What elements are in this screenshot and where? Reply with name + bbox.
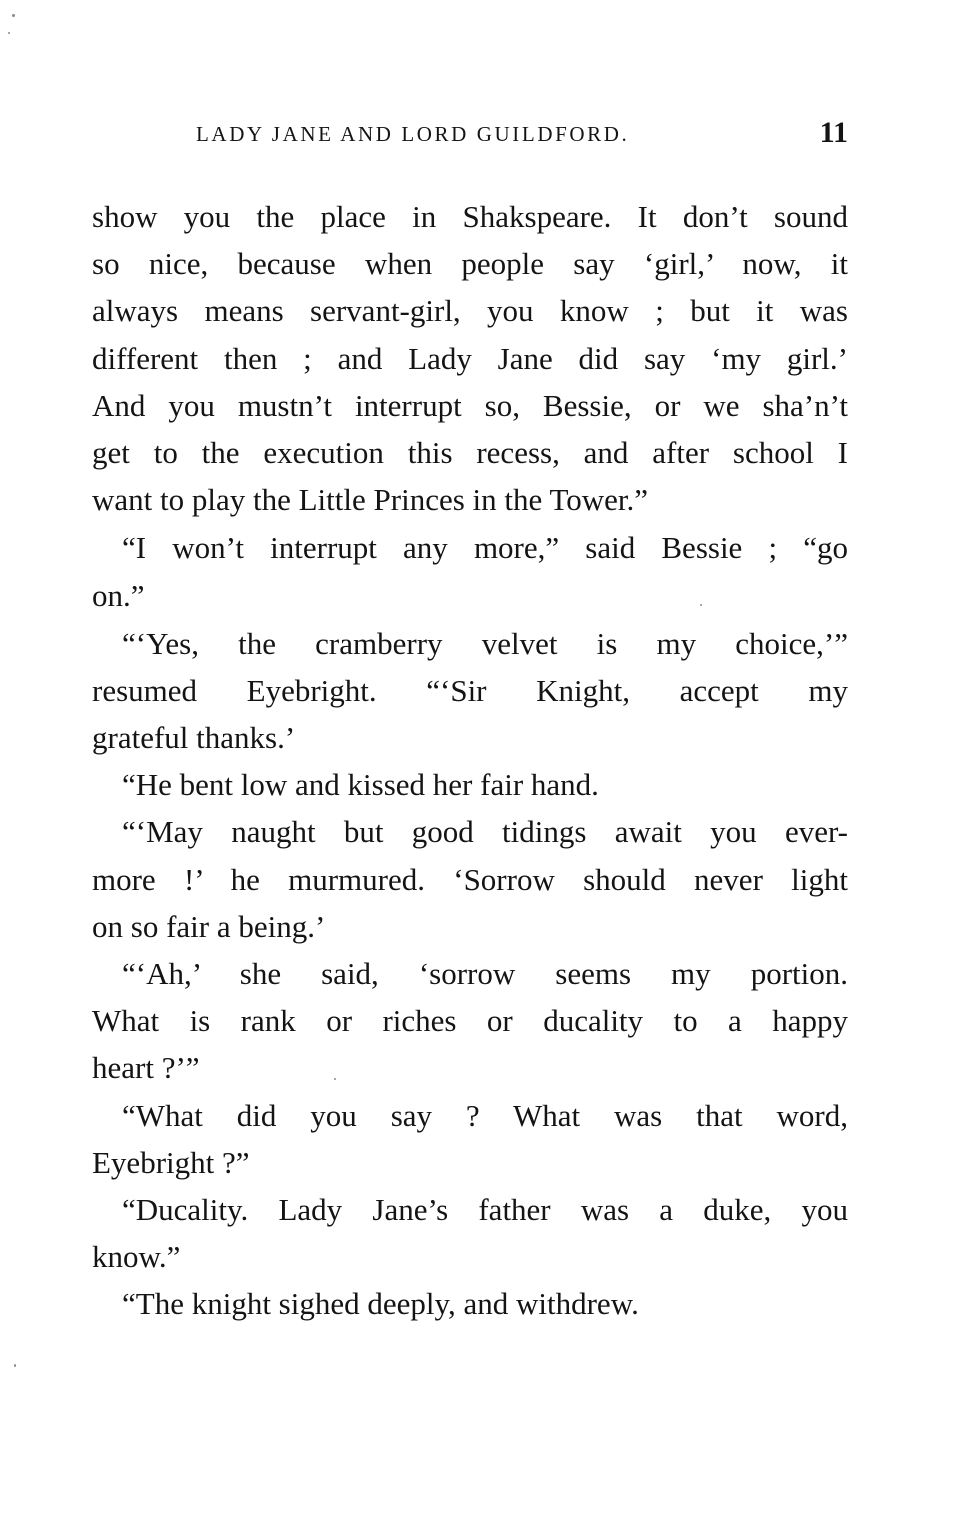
text-line: “The knight sighed deeply, and withdrew. [122, 1286, 639, 1322]
text-line: Eyebright ?” [92, 1144, 250, 1180]
text-line: want to play the Little Princes in the Tower.” [92, 482, 648, 518]
text-line: “Ducality. Lady Jane’s father was a duke, you [122, 1191, 848, 1227]
text-line: more !’ he murmured. ‘Sorrow should never light [92, 861, 848, 897]
text-line: “I won’t interrupt any more,” said Bessie ; “go [122, 530, 848, 566]
text-line: on.” [92, 577, 145, 613]
text-line: show you the place in Shakspeare. It don’t sound [92, 199, 848, 234]
paper-speck [334, 1078, 336, 1080]
text-line: “‘Ah,’ she said, ‘sorrow seems my portion. [122, 956, 848, 991]
text-line: on so fair a being.’ [92, 908, 326, 944]
paper-speck [12, 14, 15, 17]
text-line: always means servant-girl, you know ; but it was [92, 293, 848, 329]
text-line: What is rank or riches or ducality to a happy [92, 1003, 848, 1039]
body-text [92, 193, 848, 1328]
text-line: “What did you say ? What was that word, [122, 1097, 848, 1133]
text-line: grateful thanks.’ [92, 720, 296, 756]
text-line: “He bent low and kissed her fair hand. [122, 767, 599, 803]
paper-speck [14, 1364, 16, 1367]
text-line: resumed Eyebright. “‘Sir Knight, accept my [92, 672, 848, 708]
text-line: different then ; and Lady Jane did say ‘my girl.’ [92, 340, 848, 376]
text-line: get to the execution this recess, and after school I [92, 434, 848, 470]
text-line: “‘May naught but good tidings await you ever- [122, 814, 848, 850]
paper-speck [700, 604, 702, 606]
text-line: “‘Yes, the cramberry velvet is my choice,’” [122, 625, 848, 661]
text-line: so nice, because when people say ‘girl,’ now, it [92, 246, 848, 282]
running-head [92, 116, 848, 156]
running-title: LADY JANE AND LORD GUILDFORD. [196, 122, 630, 146]
text-line: And you mustn’t interrupt so, Bessie, or we sha’n’t [92, 387, 848, 423]
page-number: 11 [819, 116, 848, 149]
text-line: know.” [92, 1239, 181, 1275]
text-line: heart ?’” [92, 1050, 200, 1086]
paper-speck [8, 32, 10, 34]
